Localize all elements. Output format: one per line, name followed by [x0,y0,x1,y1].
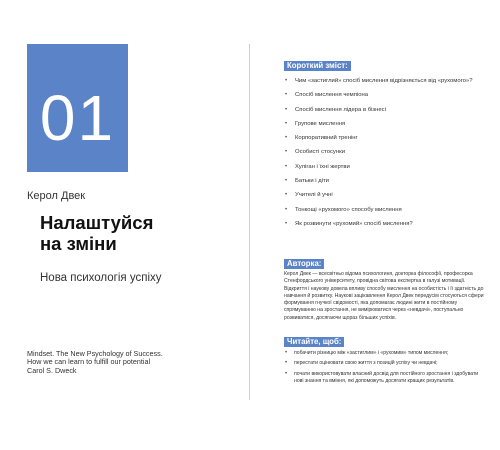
chapter-number-block [27,44,128,172]
read-item: • почати використовувати власний досвід для постійного зростання і здобувати нові знання та вміння, які допоможуть досягати кращих результатів. [284,371,489,386]
summary-list [284,78,494,235]
original-title-line-2: How we can learn to fulfill our potential [27,357,151,367]
summary-item: • Як розвинути «рухомий» спосіб мислення? [284,221,494,235]
book-title-line-1: Налаштуйся [40,212,154,233]
summary-item: • Батьки і діти [284,178,494,192]
book-title-line-2: на зміни [40,233,117,254]
author-name: Керол Двек [27,190,86,202]
original-author: Carol S. Dweck [27,365,77,375]
summary-item: • Корпоративний тренінг [284,135,494,149]
summary-heading: Короткий зміст: [284,61,351,71]
summary-item: • Учителі й учні [284,192,494,206]
read-item: • побачити різницю між «застиглим» і «рухомим» типом мислення; [284,350,489,357]
read-item: • перестати оцінювати свою життя з позицій успіху чи невдачі; [284,360,489,367]
chapter-number: 01 [39,82,116,154]
summary-item: • Чим «застиглий» спосіб мислення відрізняється від «рухомого»? [284,78,494,92]
summary-item: • Тонкощі «рухомого» способу мислення [284,207,494,221]
page-divider [249,44,250,400]
original-title-line-1: Mindset. The New Psychology of Success. [27,349,163,358]
read-list [284,350,489,389]
summary-item: • Групове мислення [284,121,494,135]
summary-item: • Особисті стосунки [284,149,494,163]
original-title [27,350,237,375]
read-heading: Читайте, щоб: [284,337,344,347]
summary-item: • Спосіб мислення лідера в бізнесі [284,107,494,121]
book-subtitle: Нова психологія успіху [40,272,162,284]
author-heading: Авторка: [284,259,324,269]
book-title [40,212,230,254]
summary-item: • Хуліган і їхні жертви [284,164,494,178]
author-bio: Керол Двек — всесвітньо відома психологиня, докторка філософії, професорка Стенфордського університету, провідна світова експертка в галузі мотивації. Відкриття і наукову довела впливу способу мислення на особистість і її здатність до навчання й розвитку. Наукові зацікавлення Керол Двек передусім стосуються сфери формування гнучкої свідомості, яка допомагає людині жити в постійному спрямуванню на зростання, не вимірюватися через «невдачі», поступально розвиватися, досягаючи щораз більших успіхів. [284,271,484,321]
summary-item: • Спосіб мислення чемпіона [284,92,494,106]
